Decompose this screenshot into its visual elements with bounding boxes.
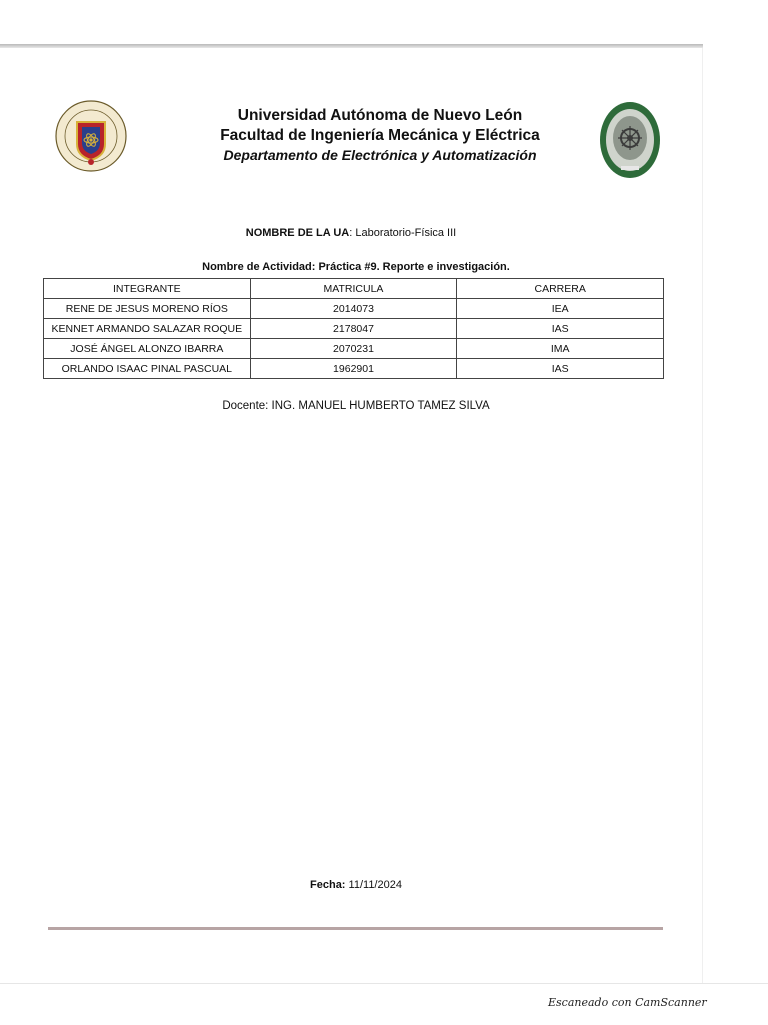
fime-seal-icon bbox=[599, 100, 661, 180]
ua-value: Laboratorio-Física III bbox=[352, 227, 457, 239]
docente-line: Docente: ING. MANUEL HUMBERTO TAMEZ SILVA bbox=[222, 400, 490, 412]
member-name: JOSÉ ÁNGEL ALONZO IBARRA bbox=[44, 339, 251, 359]
document-page bbox=[0, 48, 703, 983]
member-id: 2014073 bbox=[250, 299, 457, 319]
table-row bbox=[44, 359, 664, 379]
date-line bbox=[0, 879, 712, 891]
table-row bbox=[44, 319, 664, 339]
date-value: 11/11/2024 bbox=[345, 879, 402, 891]
member-name: RENE DE JESUS MORENO RÍOS bbox=[44, 299, 251, 319]
member-career: IEA bbox=[457, 299, 664, 319]
member-career: IAS bbox=[457, 359, 664, 379]
footer-rule bbox=[48, 927, 663, 930]
ua-line bbox=[0, 227, 702, 239]
table-row bbox=[44, 299, 664, 319]
date-label: Fecha: bbox=[310, 879, 346, 891]
ua-separator: : bbox=[349, 227, 353, 239]
member-career: IMA bbox=[457, 339, 664, 359]
member-name: KENNET ARMANDO SALAZAR ROQUE bbox=[44, 319, 251, 339]
department-name: Departamento de Electrónica y Automatización bbox=[223, 147, 537, 163]
ua-label: NOMBRE DE LA UA bbox=[245, 227, 350, 239]
member-id: 2070231 bbox=[250, 339, 457, 359]
camscanner-watermark: Escaneado con CamScanner bbox=[548, 996, 707, 1009]
member-id: 2178047 bbox=[250, 319, 457, 339]
uanl-seal-icon bbox=[55, 100, 127, 172]
table-row bbox=[44, 339, 664, 359]
column-header: CARRERA bbox=[457, 279, 664, 299]
document-header bbox=[170, 106, 590, 164]
member-career: IAS bbox=[457, 319, 664, 339]
faculty-name: Facultad de Ingeniería Mecánica y Eléctrica bbox=[220, 127, 540, 144]
activity-name: Nombre de Actividad: Práctica #9. Reporte e investigación. bbox=[202, 261, 510, 273]
column-header: MATRICULA bbox=[250, 279, 457, 299]
column-header: INTEGRANTE bbox=[44, 279, 251, 299]
table-header-row bbox=[44, 279, 664, 299]
member-name: ORLANDO ISAAC PINAL PASCUAL bbox=[44, 359, 251, 379]
university-name: Universidad Autónoma de Nuevo León bbox=[237, 107, 523, 124]
member-id: 1962901 bbox=[250, 359, 457, 379]
members-table bbox=[43, 278, 664, 379]
